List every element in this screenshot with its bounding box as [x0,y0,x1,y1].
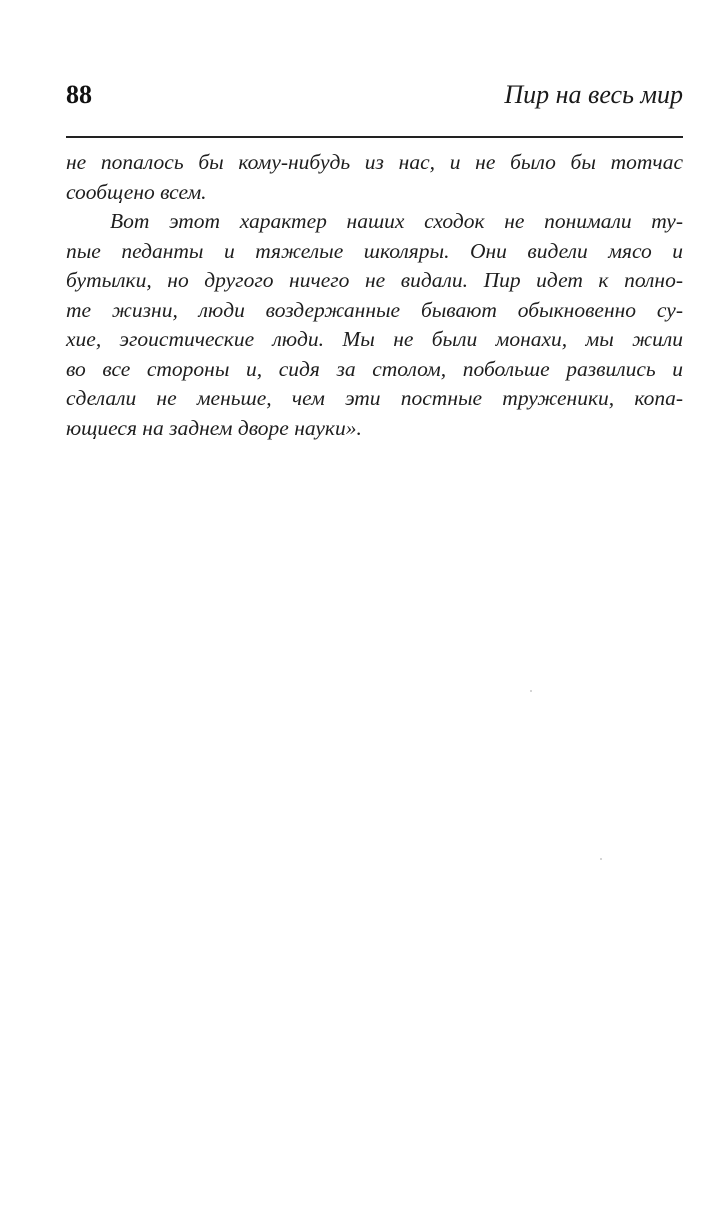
text-line: сделали не меньше, чем эти постные труженики, копа- [66,386,683,410]
text-line: ющиеся на заднем дворе науки». [66,415,362,440]
header-rule [66,136,683,138]
running-title: Пир на весь мир [504,80,683,109]
scan-speck [530,690,532,692]
text-line: во все стороны и, сидя за столом, побольше развились и [66,356,683,381]
page-number: 88 [66,80,92,109]
scan-speck [600,858,602,860]
paragraph-first-line: Вот этот характер наших сходок не понимали ту- [110,209,683,233]
text-line: бутылки, но другого ничего не видали. Пир идет к полно- [66,268,683,292]
text-line: не попалось бы кому-нибудь из нас, и не было бы тотчас [66,150,683,174]
text-line: пые педанты и тяжелые школяры. Они видели мясо и [66,238,683,263]
body-text [66,148,683,443]
text-line: сообщено всем. [66,179,207,204]
text-line: те жизни, люди воздержанные бывают обыкновенно су- [66,297,683,322]
text-line: хие, эгоистические люди. Мы не были монахи, мы жили [66,327,683,351]
